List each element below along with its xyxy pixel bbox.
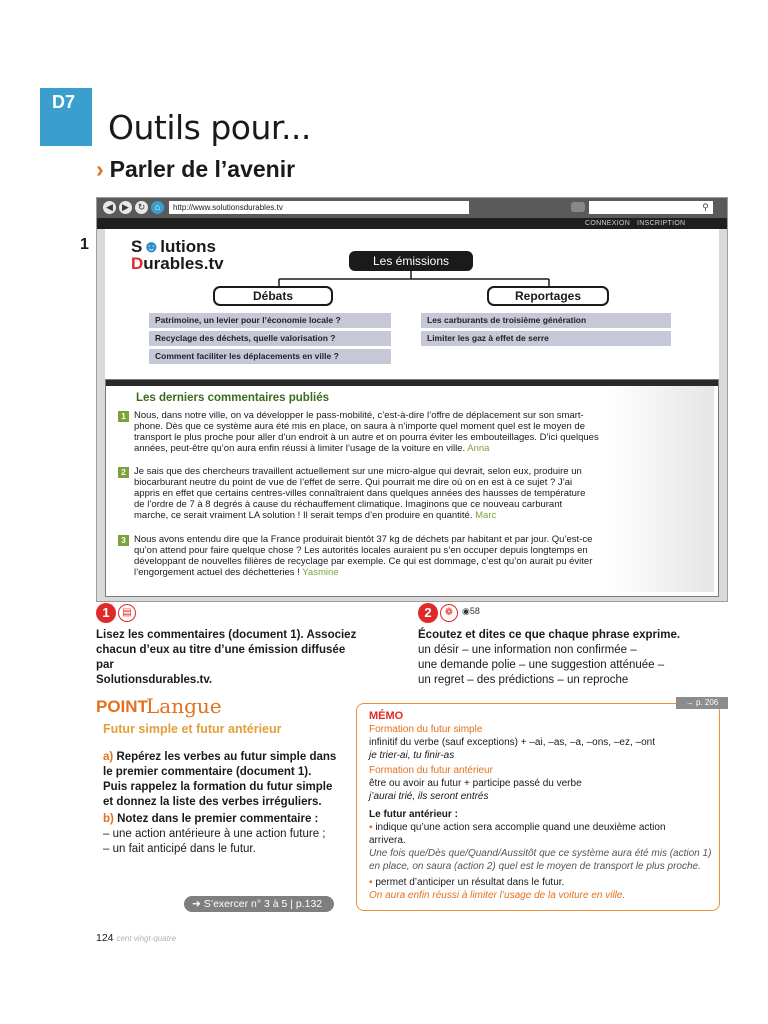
langue-label: Langue	[146, 694, 222, 718]
comment-line: transport le plus proche pour aller d’un endroit à un autre et on pourra éviter les embouteillages. D’ici quelques	[134, 432, 599, 443]
home-icon[interactable]: ⌂	[151, 201, 164, 214]
item-label: a)	[103, 751, 114, 763]
track-number: 58	[469, 606, 480, 616]
comment-number: 3	[118, 535, 129, 546]
exercise-2-number: 2	[418, 603, 438, 623]
reportage-link[interactable]: Limiter les gaz à effet de serre	[421, 331, 671, 346]
comment-line: qu’on attend pour faire quelque chose ? Les autorités locales auraient pu s’en occuper depuis longtemps en	[134, 545, 588, 556]
page-footer	[96, 932, 176, 944]
reload-icon[interactable]: ↻	[135, 201, 148, 214]
memo-title: MÉMO	[369, 710, 404, 722]
cd-icon: ◉	[462, 606, 470, 616]
logo-rest2: urables.tv	[143, 254, 224, 273]
forward-arrow-icon[interactable]: ▶	[119, 201, 132, 214]
comment-item	[134, 534, 698, 578]
point-langue-a	[103, 750, 353, 810]
comment-author: Marc	[475, 510, 497, 521]
memo-example: Une fois que/Dès que/Quand/Aussitôt que ce système aura été mis (action 1)	[369, 848, 712, 859]
logo-rest: lutions	[160, 237, 216, 256]
memo-line: arrivera.	[369, 835, 406, 846]
exercise-1-number: 1	[96, 603, 116, 623]
comment-item	[134, 410, 698, 454]
point-label: POINT	[96, 697, 148, 716]
comment-line: Je sais que des chercheurs travaillent actuellement sur une micro-algue qui devrait, selon eux, produire un	[134, 466, 582, 477]
comment-line: l’engorgement actuel des déchetteries !	[134, 567, 300, 578]
instruction-line: Repérez les verbes au futur simple dans	[116, 751, 337, 763]
reportages-category[interactable]: Reportages	[487, 286, 609, 306]
comments-panel	[105, 379, 719, 597]
page-subtitle	[96, 156, 295, 183]
exercise-2-text	[418, 628, 718, 688]
ear-icon: ❁	[440, 604, 458, 622]
comment-line: années, peut-être qu’on aura enfin réussi à limiter l’usage de la voiture en ville.	[134, 443, 466, 454]
bullet-icon: ▪	[369, 822, 373, 833]
memo-example: je trier-ai, tu finir-as	[369, 750, 455, 761]
memo-example: j’aurai trié, ils seront entrés	[369, 791, 489, 802]
exercise-line: une demande polie – une suggestion atténuée –	[418, 659, 665, 671]
comment-line: appris en effet que certains centres-villes connaîtraient dans quelques années des hausses de température	[134, 488, 586, 499]
comment-line: Nous avons entendu dire que la France produirait bientôt 37 kg de déchets par habitant et par jour. Qu’est-ce	[134, 534, 593, 545]
comment-line: phone. Dès que ce système aura été mis en place, on saura à n’importe quel moment quel est le moyen de	[134, 421, 585, 432]
memo-heading: Formation du futur simple	[369, 724, 483, 735]
instruction-line: Notez dans le premier commentaire :	[117, 813, 319, 825]
search-icon[interactable]: ⚲	[702, 202, 709, 212]
exercise-line: Solutionsdurables.tv.	[96, 674, 213, 686]
exercise-line: chacun d’eux au titre d’une émission diffusée par	[96, 644, 346, 671]
instruction-line: le premier commentaire (document 1).	[103, 766, 312, 778]
instruction-line: Puis rappelez la formation du futur simple	[103, 781, 333, 793]
exercise-line: un regret – des prédictions – un reproche	[418, 674, 629, 686]
address-bar[interactable]: http://www.solutionsdurables.tv	[169, 201, 469, 214]
memo-bullet-text: indique qu’une action sera accomplie quand une deuxième action	[375, 822, 666, 833]
instruction-line: – une action antérieure à une action future ;	[103, 828, 326, 840]
memo-heading: Le futur antérieur :	[369, 809, 458, 820]
comment-line: développant de nouvelles filières de recyclage par exemple. Ce qui est dommage, c’est qu’on aurait pu éviter	[134, 556, 593, 567]
exercise-line: un désir – une information non confirmée –	[418, 644, 637, 656]
emissions-menu[interactable]: Les émissions	[349, 251, 473, 271]
inscription-link[interactable]: INSCRIPTION	[637, 220, 686, 227]
memo-heading: Formation du futur antérieur	[369, 765, 493, 776]
unit-badge: D7	[40, 88, 92, 146]
book-icon: ▤	[118, 604, 136, 622]
site-content	[105, 229, 719, 387]
logo-letter-d: D	[131, 254, 144, 273]
exercise-line: Écoutez et dites ce que chaque phrase exprime.	[418, 629, 681, 641]
comment-author: Yasmine	[302, 567, 339, 578]
debats-category[interactable]: Débats	[213, 286, 333, 306]
memo-line: infinitif du verbe (sauf exceptions) + –ai, –as, –a, –ons, –ez, –ont	[369, 737, 656, 748]
exercise-1-text	[96, 628, 366, 688]
comment-number: 1	[118, 411, 129, 422]
exercise-line: Lisez les commentaires (document 1). Associez	[96, 629, 357, 641]
browser-search-input[interactable]	[589, 201, 713, 214]
page-title: Outils pour...	[108, 108, 311, 147]
comment-item	[134, 466, 698, 521]
document-number: 1	[80, 236, 89, 253]
memo-bullet	[369, 822, 713, 834]
rss-icon[interactable]	[571, 202, 585, 212]
bullet-icon: ▪	[369, 877, 373, 888]
page-number: 124	[96, 932, 114, 944]
reportage-link[interactable]: Les carburants de troisième génération	[421, 313, 671, 328]
logo-o-icon: ☻	[142, 237, 161, 256]
instruction-line: – un fait anticipé dans le futur.	[103, 843, 256, 855]
browser-window	[96, 197, 728, 602]
comment-line: biocarburant neutre du point de vue de l’effet de serre. Qui pourrait me dire où on en est à ce sujet ? J’ai	[134, 477, 573, 488]
memo-box	[356, 703, 720, 911]
connexion-link[interactable]: CONNEXION	[585, 220, 631, 227]
site-top-bar	[97, 218, 727, 229]
chevron-right-icon: ›	[96, 156, 104, 182]
audio-track	[462, 606, 480, 617]
point-langue-b	[103, 812, 353, 857]
comment-author: Anna	[467, 443, 490, 454]
instruction-line: et donnez la liste des verbes irréguliers.	[103, 796, 322, 808]
comments-body	[110, 386, 714, 592]
page-reference[interactable]: → p. 206	[676, 697, 728, 709]
debat-link[interactable]: Patrimoine, un levier pour l’économie locale ?	[149, 313, 391, 328]
comment-number: 2	[118, 467, 129, 478]
comment-line: Nous, dans notre ville, on va développer le pass-mobilité, c’est-à-dire l’offre de déplacement sur son smart-	[134, 410, 584, 421]
logo-letter-s: S	[131, 237, 143, 256]
exercise-link-label: S’exercer n° 3 à 5 | p.132	[203, 898, 323, 910]
debat-link[interactable]: Recyclage des déchets, quelle valorisation ?	[149, 331, 391, 346]
back-arrow-icon[interactable]: ◀	[103, 201, 116, 214]
subtitle-text: Parler de l’avenir	[109, 156, 296, 182]
debat-link[interactable]: Comment faciliter les déplacements en ville ?	[149, 349, 391, 364]
comment-line: marche, ce serait vraiment LA solution ! Il serait temps d’en produire en quantité.	[134, 510, 473, 521]
memo-example: On aura enfin réussi à limiter l’usage de la voiture en ville.	[369, 890, 626, 901]
arrow-right-icon: ➜	[192, 898, 201, 910]
memo-bullet-text: permet d’anticiper un résultat dans le futur.	[375, 877, 565, 888]
memo-example: en place, on saura (action 2) quel est le moyen de transport le plus proche.	[369, 861, 701, 872]
point-langue-subtitle: Futur simple et futur antérieur	[103, 722, 282, 736]
comments-title: Les derniers commentaires publiés	[136, 392, 330, 404]
item-label: b)	[103, 813, 114, 825]
memo-bullet	[369, 877, 713, 889]
memo-line: être ou avoir au futur + participe passé du verbe	[369, 778, 582, 789]
comment-line: de l’ordre de 7 à 8 degrés à cause du réchauffement climatique. Imaginons que ce nouveau carburant	[134, 499, 563, 510]
browser-toolbar	[97, 198, 727, 218]
exercise-link-button[interactable]	[184, 896, 334, 912]
page-number-spelled: cent vingt-quatre	[116, 934, 177, 943]
